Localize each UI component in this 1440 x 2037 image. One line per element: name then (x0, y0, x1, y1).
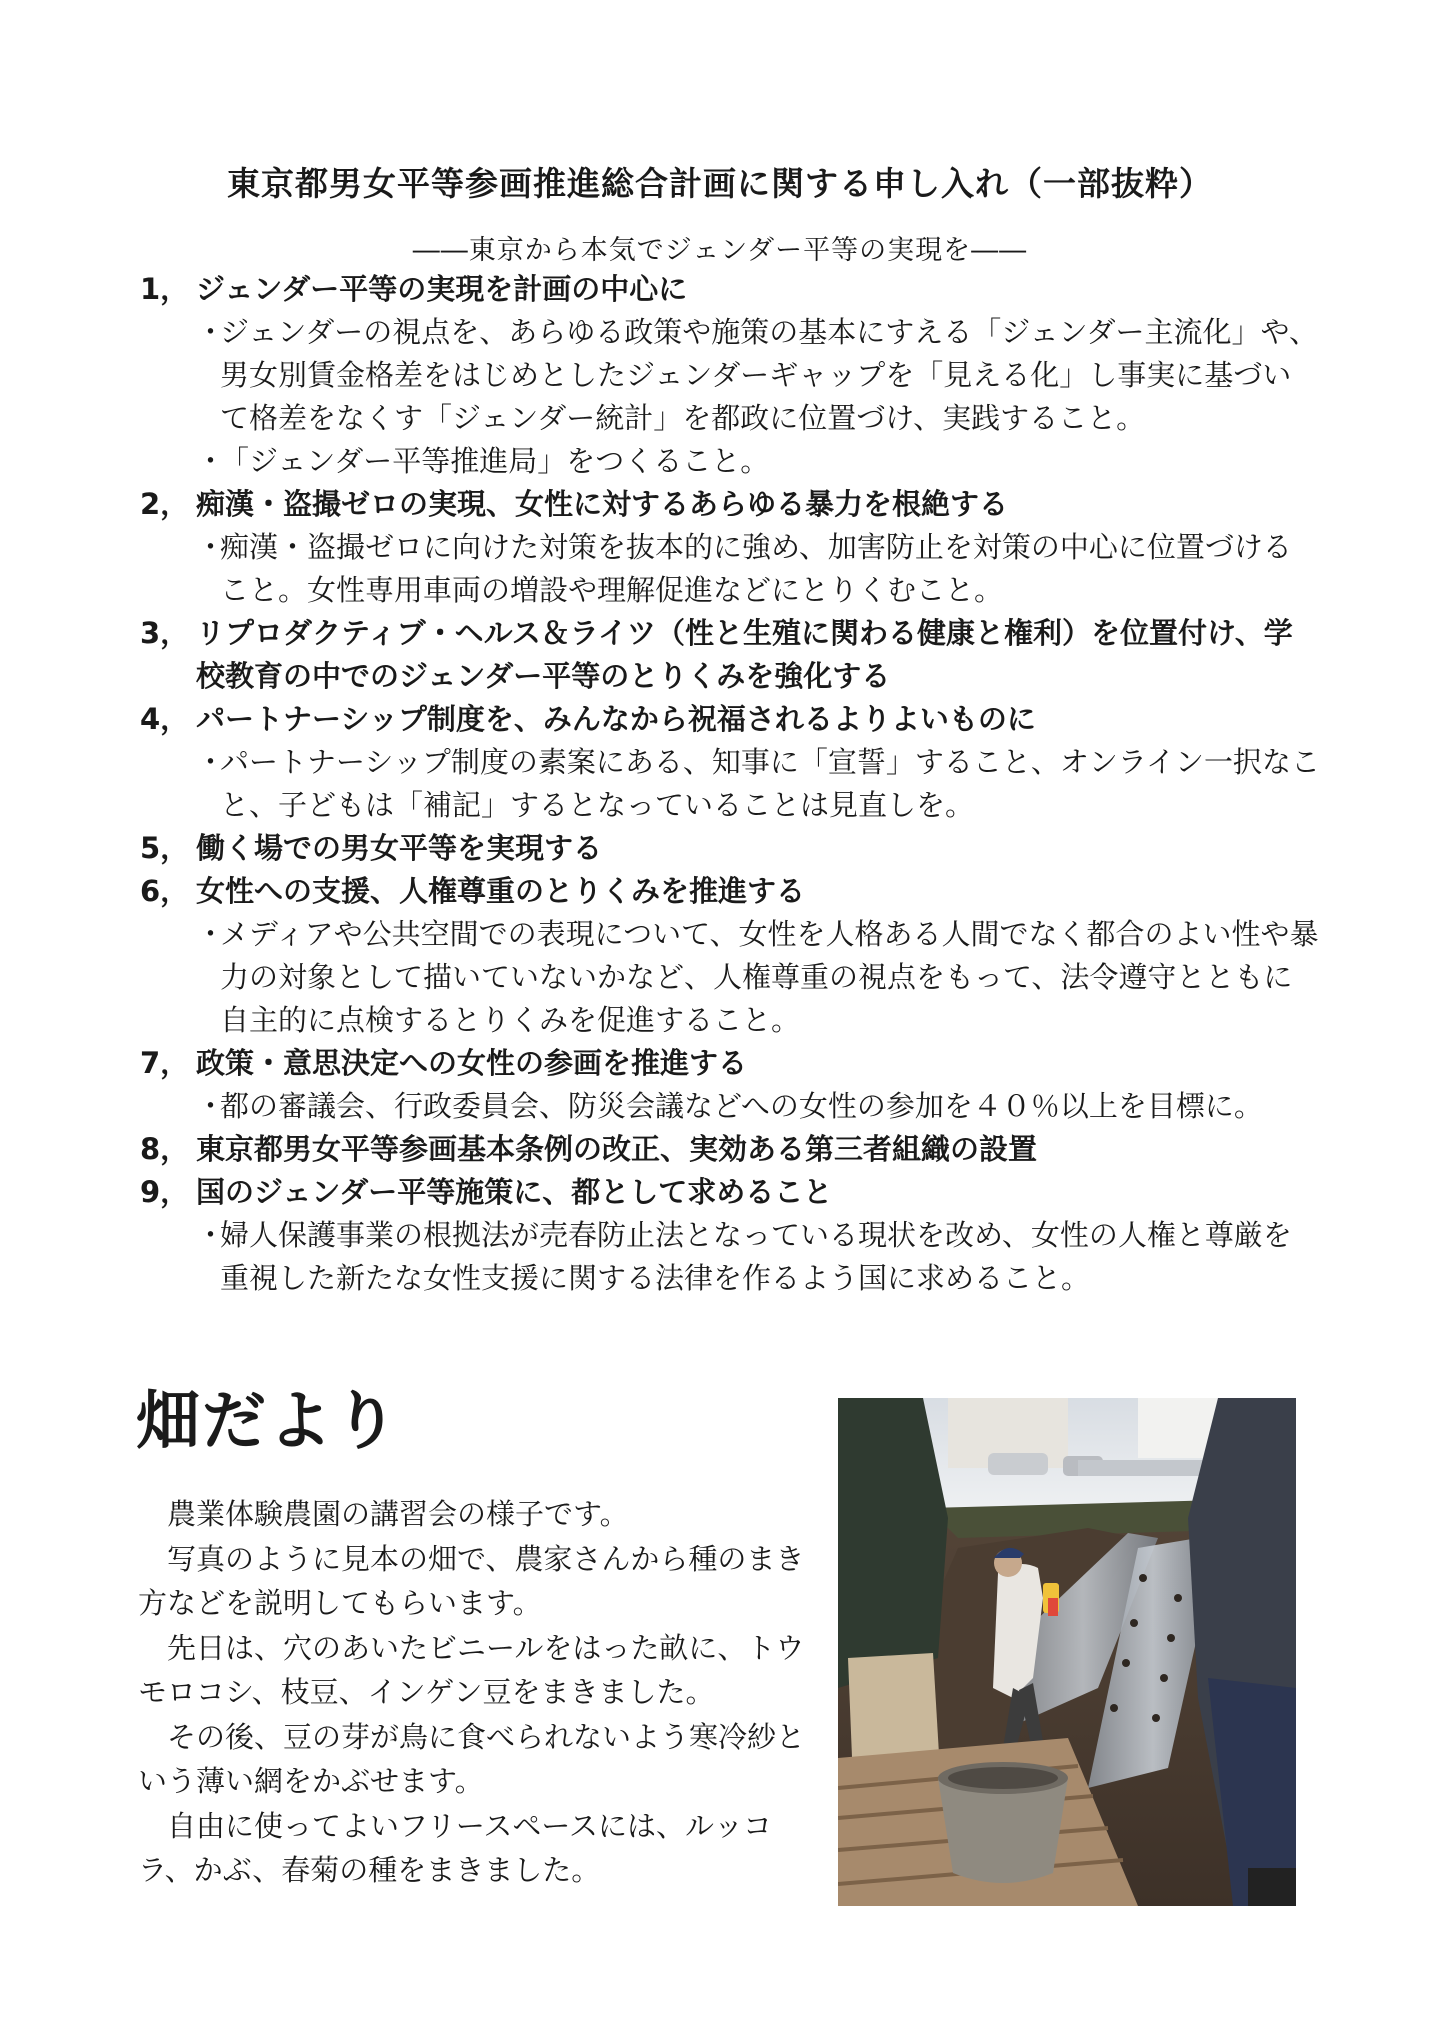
request-item (140, 870, 1320, 1042)
request-item-detail (196, 526, 1320, 612)
request-item-number: 3， (140, 616, 190, 650)
request-item (140, 698, 1320, 827)
request-item-title: パートナーシップ制度を、みんなから祝福されるよりよいものに (196, 702, 1036, 736)
document-subtitle: ――東京から本気でジェンダー平等の実現を―― (412, 235, 1028, 266)
request-item-detail (196, 1214, 1320, 1300)
request-item-heading (140, 870, 1320, 913)
request-item (140, 1171, 1320, 1300)
request-item-number: 5， (140, 831, 190, 865)
request-item-number: 9， (140, 1175, 190, 1209)
bullet-mark: ・ (196, 917, 226, 951)
request-item-title: 痴漢・盗撮ゼロの実現、女性に対するあらゆる暴力を根絶する (196, 487, 1009, 521)
request-item-title: 女性への支援、人権尊重のとりくみを推進する (196, 874, 806, 908)
request-item-detail-text: 都の審議会、行政委員会、防災会議などへの女性の参加を４０％以上を目標に。 (220, 1089, 1263, 1123)
request-item-detail-text: メディアや公共空間での表現について、女性を人格ある人間でなく都合のよい性や暴力の対象として描いていないかなど、人権尊重の視点をもって、法令遵守とともに自主的に点検するとりくみを促進すること。 (220, 917, 1319, 1037)
request-item-heading (140, 612, 1320, 698)
request-item-detail (196, 1085, 1320, 1128)
request-item-detail-text: 「ジェンダー平等推進局」をつくること。 (220, 444, 770, 478)
garden-article (138, 1492, 814, 1893)
request-item-heading (140, 1128, 1320, 1171)
request-item-heading (140, 268, 1320, 311)
garden-paragraph: 農業体験農園の講習会の様子です。 (167, 1497, 629, 1531)
request-item-title: 東京都男女平等参画基本条例の改正、実効ある第三者組織の設置 (196, 1132, 1038, 1166)
bullet-mark: ・ (196, 530, 226, 564)
request-item-number: 8， (140, 1132, 190, 1166)
bullet-mark: ・ (196, 745, 226, 779)
bullet-mark: ・ (196, 315, 226, 349)
request-item-title: 働く場での男女平等を実現する (196, 831, 603, 865)
garden-paragraph: 先日は、穴のあいたビニールをはった畝に、トウモロコシ、枝豆、インゲン豆をまきました。 (138, 1630, 805, 1709)
farm-workshop-photo (838, 1398, 1296, 1906)
request-item-detail-text: 婦人保護事業の根拠法が売春防止法となっている現状を改め、女性の人権と尊厳を重視した新たな女性支援に関する法律を作るよう国に求めること。 (220, 1218, 1292, 1295)
request-item (140, 1042, 1320, 1128)
request-item-title: リプロダクティブ・ヘルス＆ライツ（性と生殖に関わる健康と権利）を位置付け、学校教育の中でのジェンダー平等のとりくみを強化する (196, 616, 1293, 693)
document-title: 東京都男女平等参画推進総合計画に関する申し入れ（一部抜粋） (227, 164, 1213, 203)
request-list (140, 268, 1320, 1300)
request-item-number: 4， (140, 702, 190, 736)
bullet-mark: ・ (196, 444, 226, 478)
request-item-heading (140, 1042, 1320, 1085)
request-item-title: 国のジェンダー平等施策に、都として求めること (196, 1175, 833, 1209)
request-item (140, 827, 1320, 870)
request-item (140, 612, 1320, 698)
request-item (140, 483, 1320, 612)
bullet-mark: ・ (196, 1218, 226, 1252)
request-item-heading (140, 483, 1320, 526)
request-item-detail (196, 741, 1320, 827)
bullet-mark: ・ (196, 1089, 226, 1123)
garden-section-title: 畑だより (136, 1385, 400, 1459)
request-item-detail-text: ジェンダーの視点を、あらゆる政策や施策の基本にすえる「ジェンダー主流化」や、男女別賃金格差をはじめとしたジェンダーギャップを「見える化」し事実に基づいて格差をなくす「ジェンダー統計」を都政に位置づけ、実践すること。 (220, 315, 1318, 435)
request-item-number: 2， (140, 487, 190, 521)
request-item-heading (140, 698, 1320, 741)
request-item-heading (140, 827, 1320, 870)
garden-paragraph: 写真のように見本の畑で、農家さんから種のまき方などを説明してもらいます。 (138, 1541, 805, 1620)
request-item-heading (140, 1171, 1320, 1214)
request-item-detail (196, 311, 1320, 440)
garden-paragraph: 自由に使ってよいフリースペースには、ルッコラ、かぶ、春菊の種をまきました。 (138, 1808, 772, 1887)
request-item-title: ジェンダー平等の実現を計画の中心に (196, 272, 688, 306)
request-item-title: 政策・意思決定への女性の参画を推進する (196, 1046, 748, 1080)
request-item-number: 6， (140, 874, 190, 908)
request-item (140, 268, 1320, 483)
request-item (140, 1128, 1320, 1171)
garden-paragraph: その後、豆の芽が鳥に食べられないよう寒冷紗という薄い網をかぶせます。 (138, 1719, 806, 1798)
request-item-detail-text: パートナーシップ制度の素案にある、知事に「宣誓」すること、オンライン一択なこと、子どもは「補記」するとなっていることは見直しを。 (220, 745, 1320, 822)
request-item-number: 7， (140, 1046, 190, 1080)
request-item-detail (196, 440, 1320, 483)
request-item-number: 1， (140, 272, 190, 306)
request-item-detail (196, 913, 1320, 1042)
request-item-detail-text: 痴漢・盗撮ゼロに向けた対策を抜本的に強め、加害防止を対策の中心に位置づけること。女性専用車両の増設や理解促進などにとりくむこと。 (220, 530, 1292, 607)
